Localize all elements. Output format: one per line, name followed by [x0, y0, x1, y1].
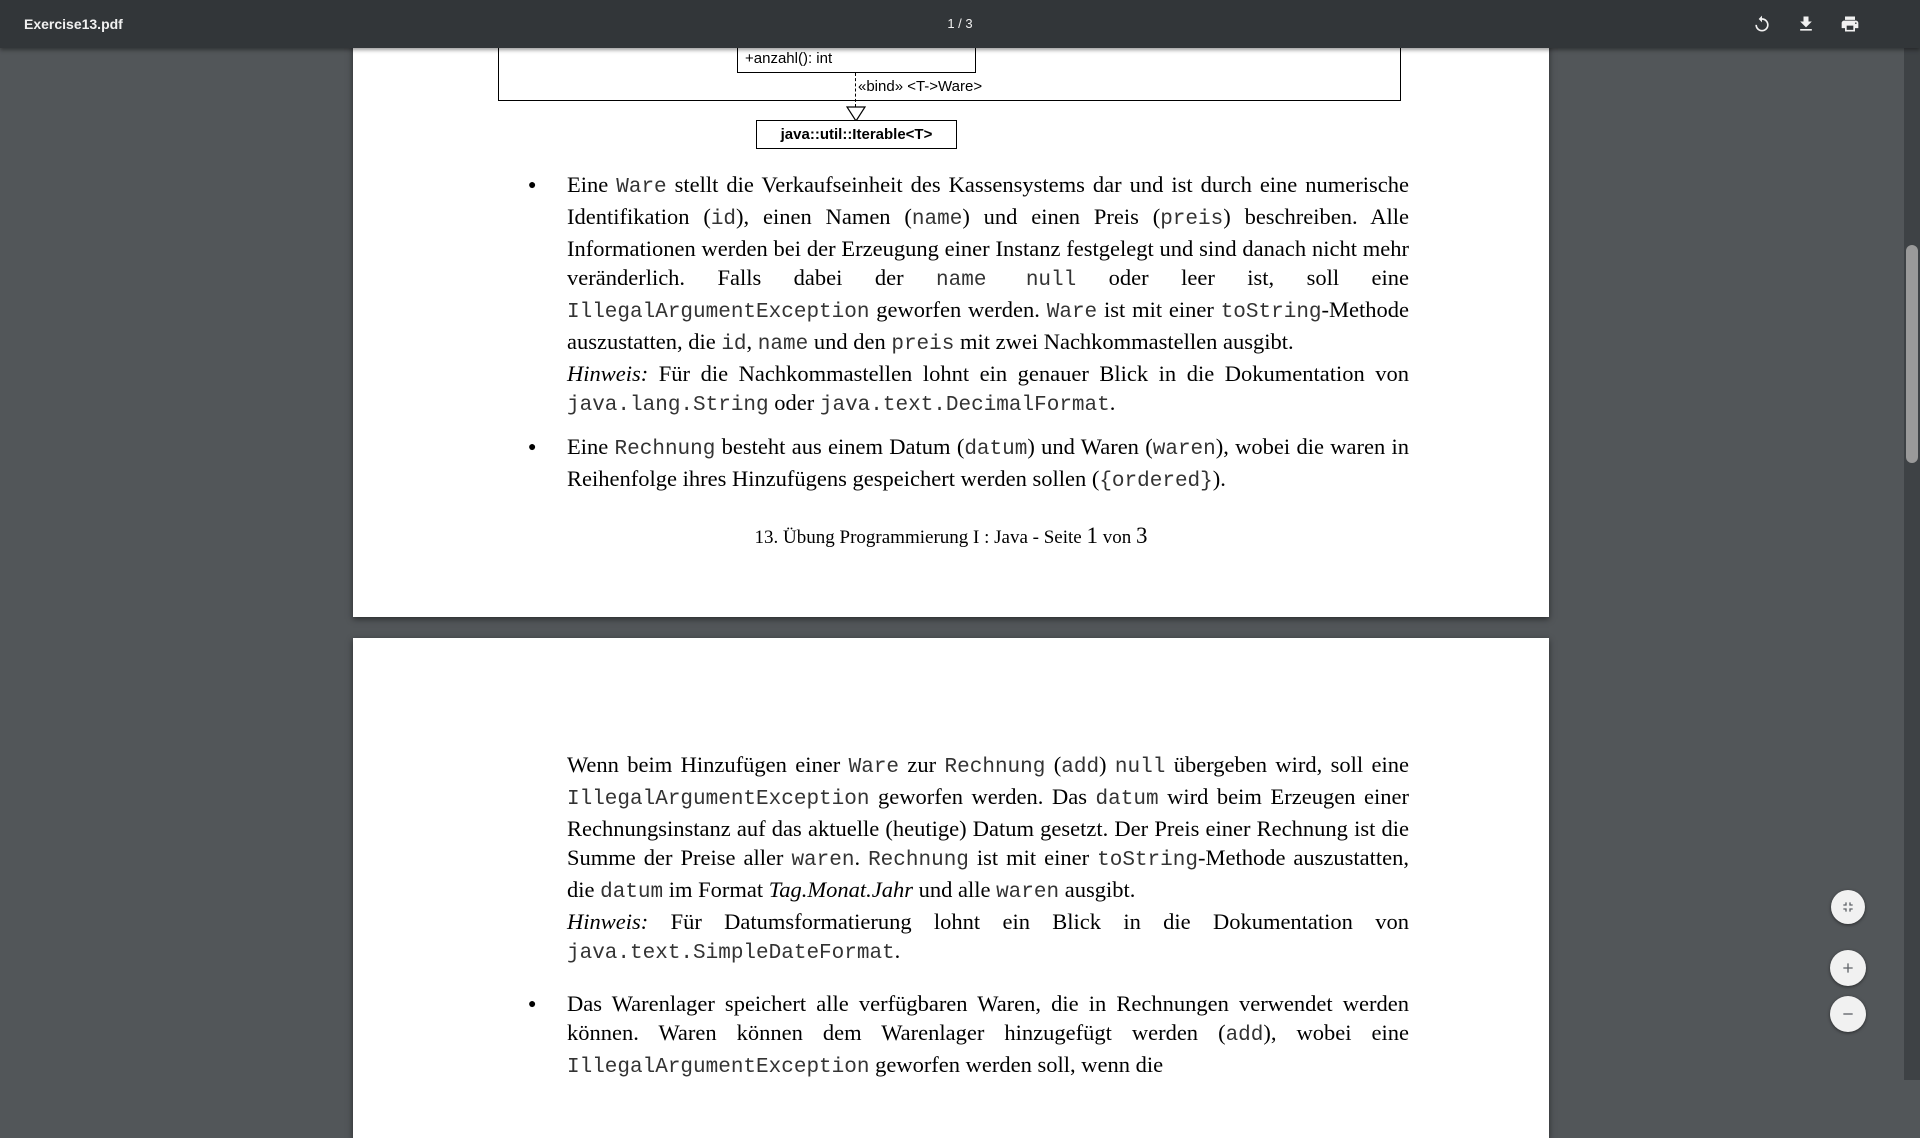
zoom-in-icon	[1840, 960, 1856, 976]
download-button[interactable]	[1790, 8, 1822, 40]
print-icon	[1840, 14, 1860, 34]
scrollbar-thumb[interactable]	[1906, 245, 1918, 463]
print-button[interactable]	[1834, 8, 1866, 40]
date-format-hint: Hinweis: Für Datumsformatierung lohnt ein Blick in die Dokumentation von java.text.SimpleDateFormat.	[567, 909, 1409, 965]
warenlager-description: Das Warenlager speichert alle verfügbaren Waren, die in Rechnungen verwendet werden können. Waren können dem Warenlager hinzugefügt werden (add), wobei eine IllegalArgumentException geworfen werden soll, wenn die	[567, 991, 1409, 1079]
rechnung-description: Eine Rechnung besteht aus einem Datum (datum) und Waren (waren), wobei die waren in Reihenfolge ihres Hinzufügens gespeichert werden sollen ({ordered}).	[567, 434, 1410, 493]
rotate-button[interactable]	[1746, 8, 1778, 40]
document-title: Exercise13.pdf	[24, 16, 123, 32]
rechnung-add-paragraph: Wenn beim Hinzufügen einer Ware zur Rechnung (add) null übergeben wird, soll eine IllegalArgumentException geworfen werden. Das datum wird beim Erzeugen einer Rechnungsinstanz auf das aktuelle (heutige) Datum gesetzt. Der Preis einer Rechnung ist die Summe der Preise aller waren. Rechnung ist mit einer toString-Methode auszustatten, die datum im Format Tag.Monat.Jahr und alle waren ausgibt.	[567, 752, 1410, 904]
pdf-page-2	[353, 638, 1549, 1138]
zoom-out-icon	[1840, 1006, 1856, 1022]
list-item-ware	[567, 170, 1409, 420]
uml-method-text: +anzahl(): int	[745, 50, 833, 67]
bullet-marker: ●	[528, 178, 537, 193]
list-item-warenlager	[567, 989, 1409, 1082]
uml-bind-label: «bind» <T->Ware>	[858, 78, 983, 95]
uml-iterable-interface	[756, 120, 957, 149]
page-footer: 13. Übung Programmierung I : Java - Seite 1 von 3	[754, 523, 1148, 548]
uml-dependency-line	[855, 73, 856, 107]
page-indicator: 1 / 3	[947, 16, 973, 31]
rotate-icon	[1752, 14, 1772, 34]
fit-to-page-icon	[1840, 899, 1856, 915]
uml-iterable-text: java::util::Iterable<T>	[780, 126, 933, 143]
ware-hint: Hinweis: Für die Nachkommastellen lohnt ein genauer Blick in die Dokumentation von java.lang.String oder java.text.DecimalFormat.	[567, 361, 1409, 417]
bullet-marker: ●	[528, 440, 537, 455]
ware-description: Eine Ware stellt die Verkaufseinheit des Kassensystems dar und ist durch eine numerische Identifikation (id), einen Namen (name) und einen Preis (preis) beschreiben. Alle Informationen werden bei der Erzeugung einer Instanz festgelegt und sind danach nicht mehr veränderlich. Falls dabei der name null oder leer ist, soll eine IllegalArgumentException geworfen werden. Ware ist mit einer toString-Methode auszustatten, die id, name und den preis mit zwei Nachkommastellen ausgibt.	[567, 172, 1410, 356]
bullet-marker: ●	[528, 997, 537, 1012]
rechnung-continued	[567, 750, 1409, 968]
list-item-rechnung	[567, 432, 1409, 496]
download-icon	[1796, 14, 1816, 34]
zoom-in-button[interactable]	[1830, 950, 1866, 986]
scrollbar-track[interactable]	[1904, 48, 1920, 1080]
zoom-out-button[interactable]	[1830, 996, 1866, 1032]
pdf-page-1	[353, 0, 1549, 617]
fit-to-page-button[interactable]	[1831, 890, 1865, 924]
pdf-toolbar	[0, 0, 1920, 48]
